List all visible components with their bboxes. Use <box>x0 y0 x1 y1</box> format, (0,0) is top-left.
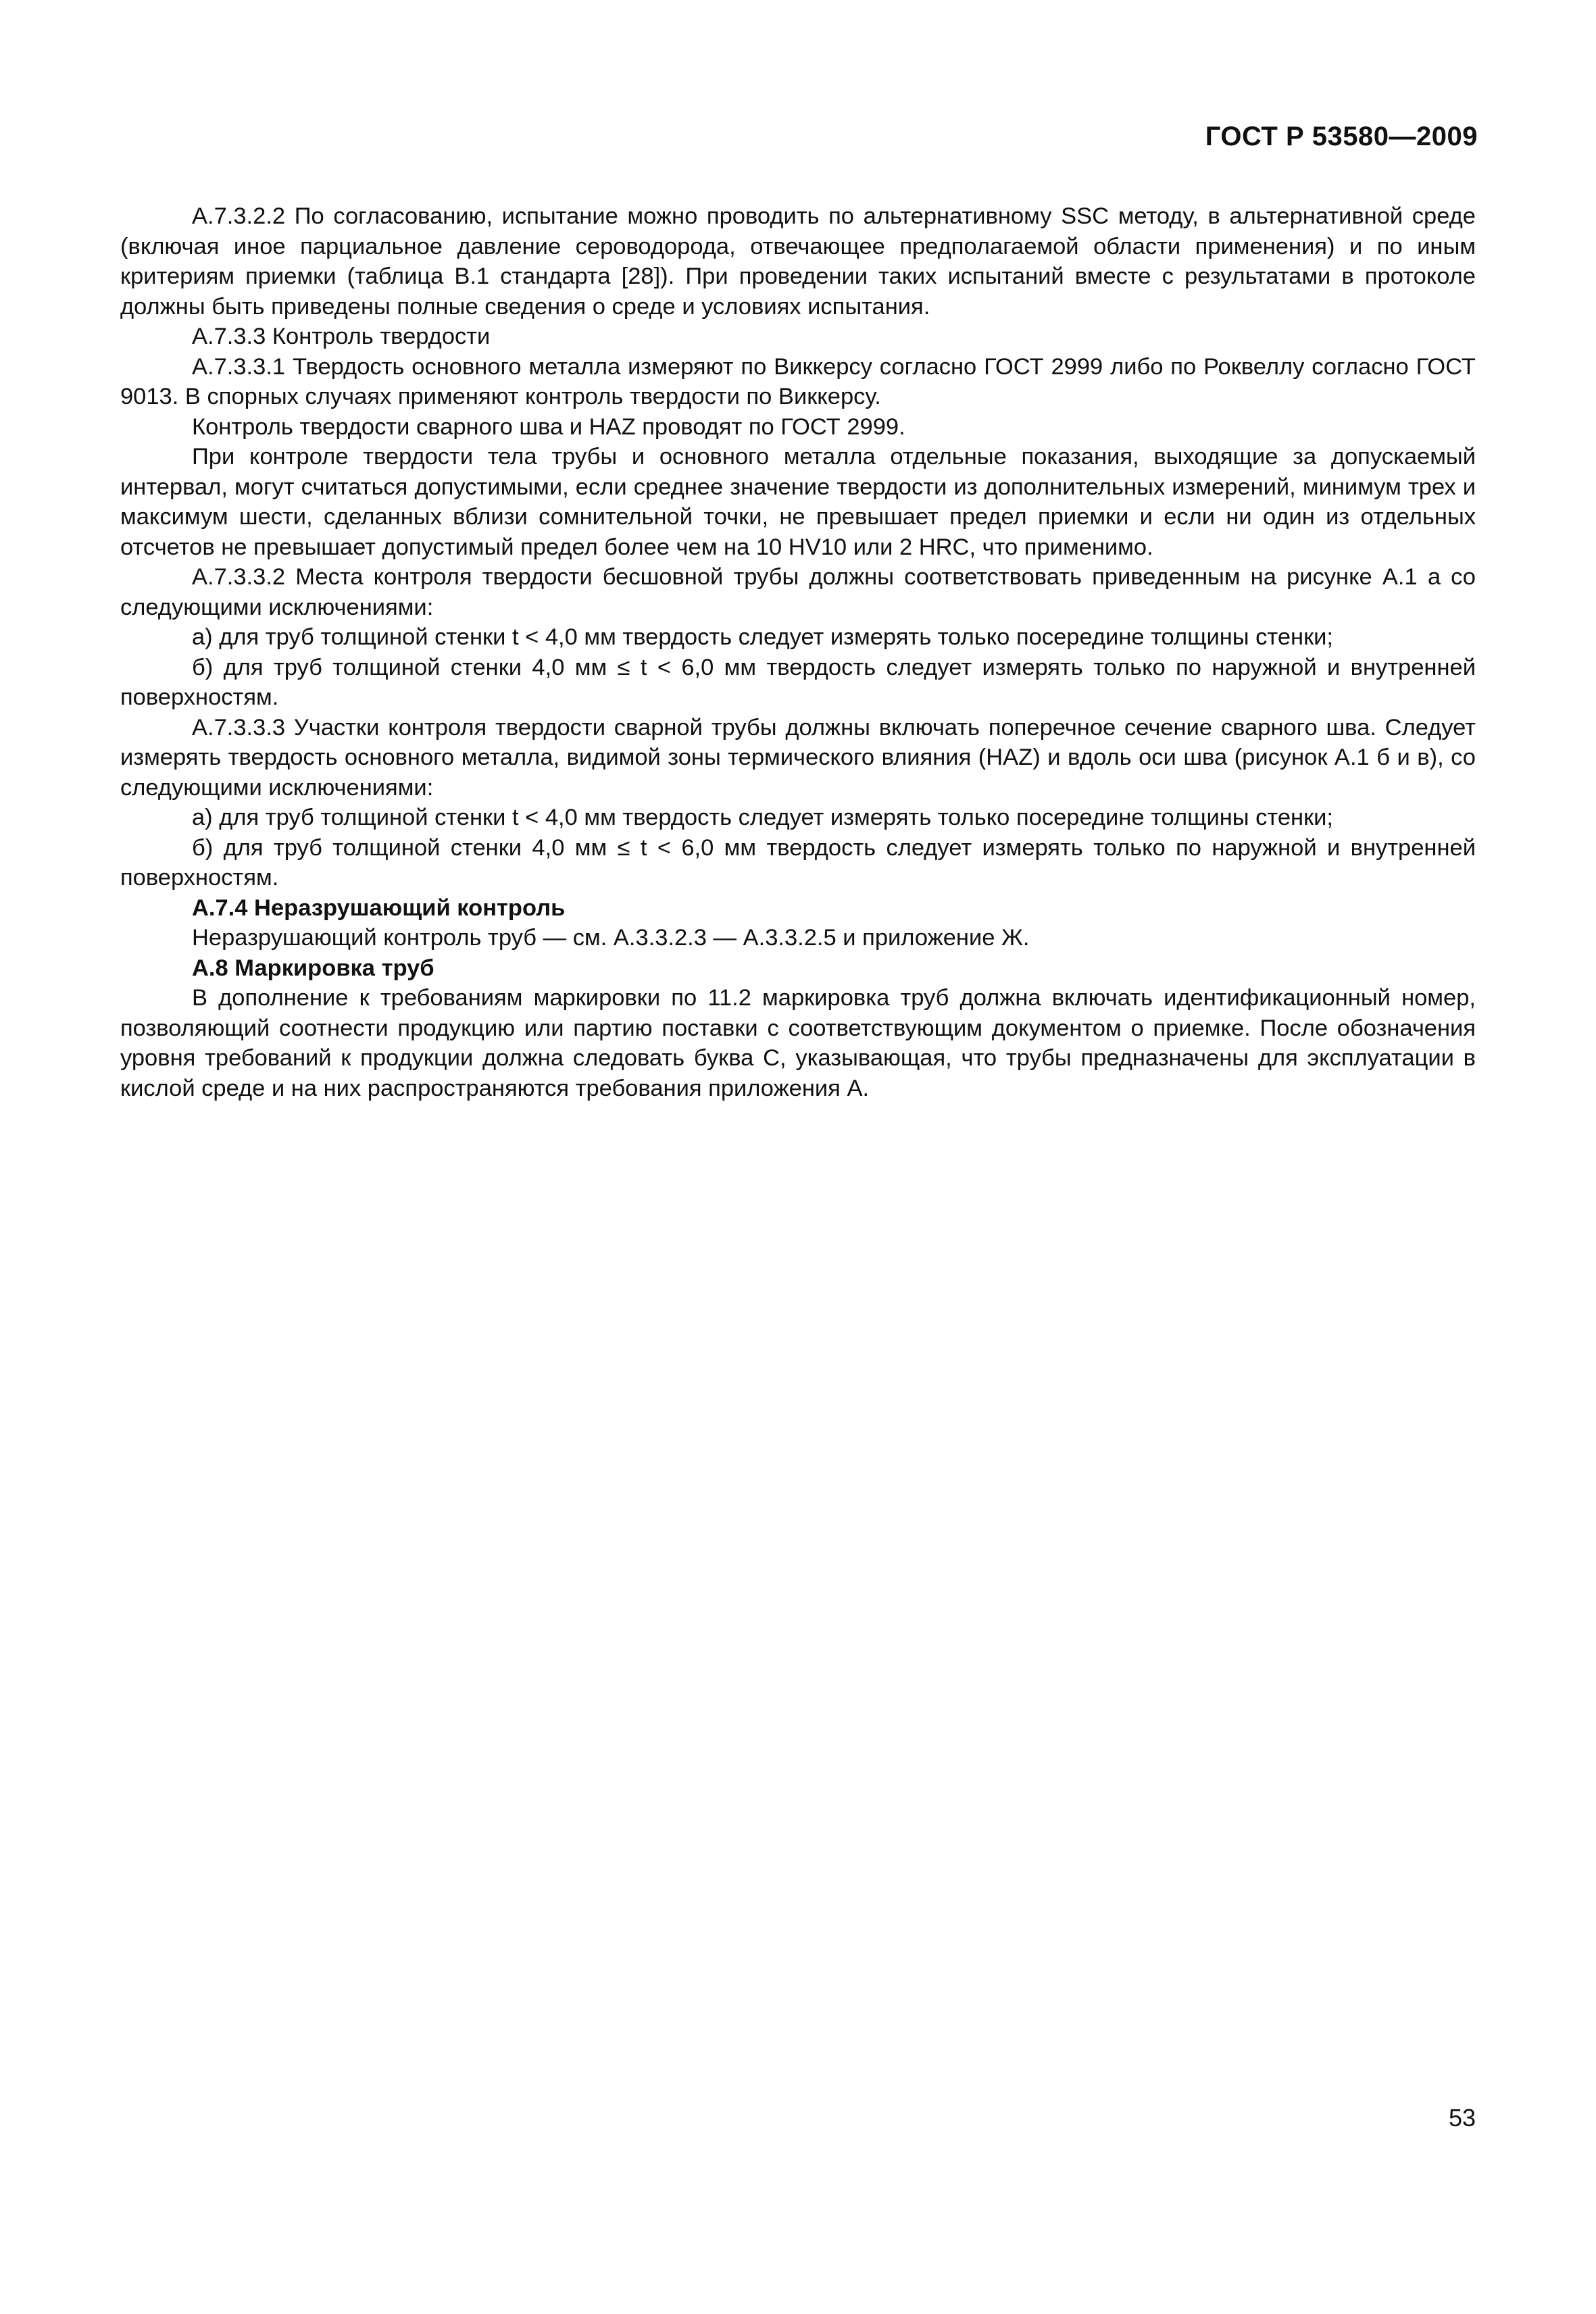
list-item-a7332-b: б) для труб толщиной стенки 4,0 мм ≤ t < 6,0 мм твердость следует измерять только по наружной и внутренней поверхностям. <box>120 654 1476 710</box>
paragraph-a8: В дополнение к требованиям маркировки по 11.2 маркировка труб должна включать идентификационный номер, позволяющий соотнести продукцию или партию поставки с соответствующим документом о приемке. После обозначения уровня требований к продукции должна следовать буква С, указывающая, что трубы предназначены для эксплуатации в кислой среде и на них распространяются требования приложения А. <box>120 985 1476 1101</box>
list-item-a7332-a: а) для труб толщиной стенки t < 4,0 мм твердость следует измерять только посередине толщины стенки; <box>192 624 1334 650</box>
list-item-a7333-a: а) для труб толщиной стенки t < 4,0 мм твердость следует измерять только посередине толщины стенки; <box>192 805 1334 830</box>
section-heading-a74: А.7.4 Неразрушающий контроль <box>192 895 566 921</box>
list-item-a7333-b: б) для труб толщиной стенки 4,0 мм ≤ t < 6,0 мм твердость следует измерять только по наружной и внутренней поверхностям. <box>120 834 1476 890</box>
paragraph-a7331: А.7.3.3.1 Твердость основного металла измеряют по Виккерсу согласно ГОСТ 2999 либо по Роквеллу согласно ГОСТ 9013. В спорных случаях применяют контроль твердости по Виккерсу. <box>120 353 1476 409</box>
paragraph-a733-title: А.7.3.3 Контроль твердости <box>192 324 491 349</box>
paragraph-a7333: А.7.3.3.3 Участки контроля твердости сварной трубы должны включать поперечное сечение сварного шва. Следует измерять твердость основного металла, видимой зоны термического влияния (HAZ) и вдоль оси шва (рисунок А.1 б и в), со следующими исключениями: <box>120 714 1476 801</box>
paragraph-a7332: А.7.3.3.2 Места контроля твердости бесшовной трубы должны соответствовать приведенным на рисунке А.1 а со следующими исключениями: <box>120 564 1476 620</box>
paragraph-a7322: А.7.3.2.2 По согласованию, испытание можно проводить по альтернативному SSC методу, в альтернативной среде (включая иное парциальное давление сероводорода, отвечающее предполагаемой области применения) и по иным критериям приемки (таблица В.1 стандарта [28]). При проведении таких испытаний вместе с результатами в протоколе должны быть приведены полные сведения о среде и условиях испытания. <box>120 203 1476 320</box>
paragraph-a74: Неразрушающий контроль труб — см. А.3.3.2.3 — А.3.3.2.5 и приложение Ж. <box>192 925 1030 951</box>
section-heading-a8: А.8 Маркировка труб <box>192 955 434 981</box>
page-number: 53 <box>1448 2104 1476 2132</box>
document-body <box>120 201 1476 1103</box>
paragraph-hardness-readings: При контроле твердости тела трубы и основного металла отдельные показания, выходящие за допускаемый интервал, могут считаться допустимыми, если среднее значение твердости из дополнительных измерений, минимум трех и максимум шести, сделанных вблизи сомнительной точки, не превышает предел приемки и если ни один из отдельных отсчетов не превышает допустимый предел более чем на 10 HV10 или 2 HRC, что применимо. <box>120 444 1476 560</box>
document-code-header: ГОСТ Р 53580—2009 <box>1205 122 1478 151</box>
paragraph-weld-hardness: Контроль твердости сварного шва и HAZ проводят по ГОСТ 2999. <box>192 413 905 440</box>
